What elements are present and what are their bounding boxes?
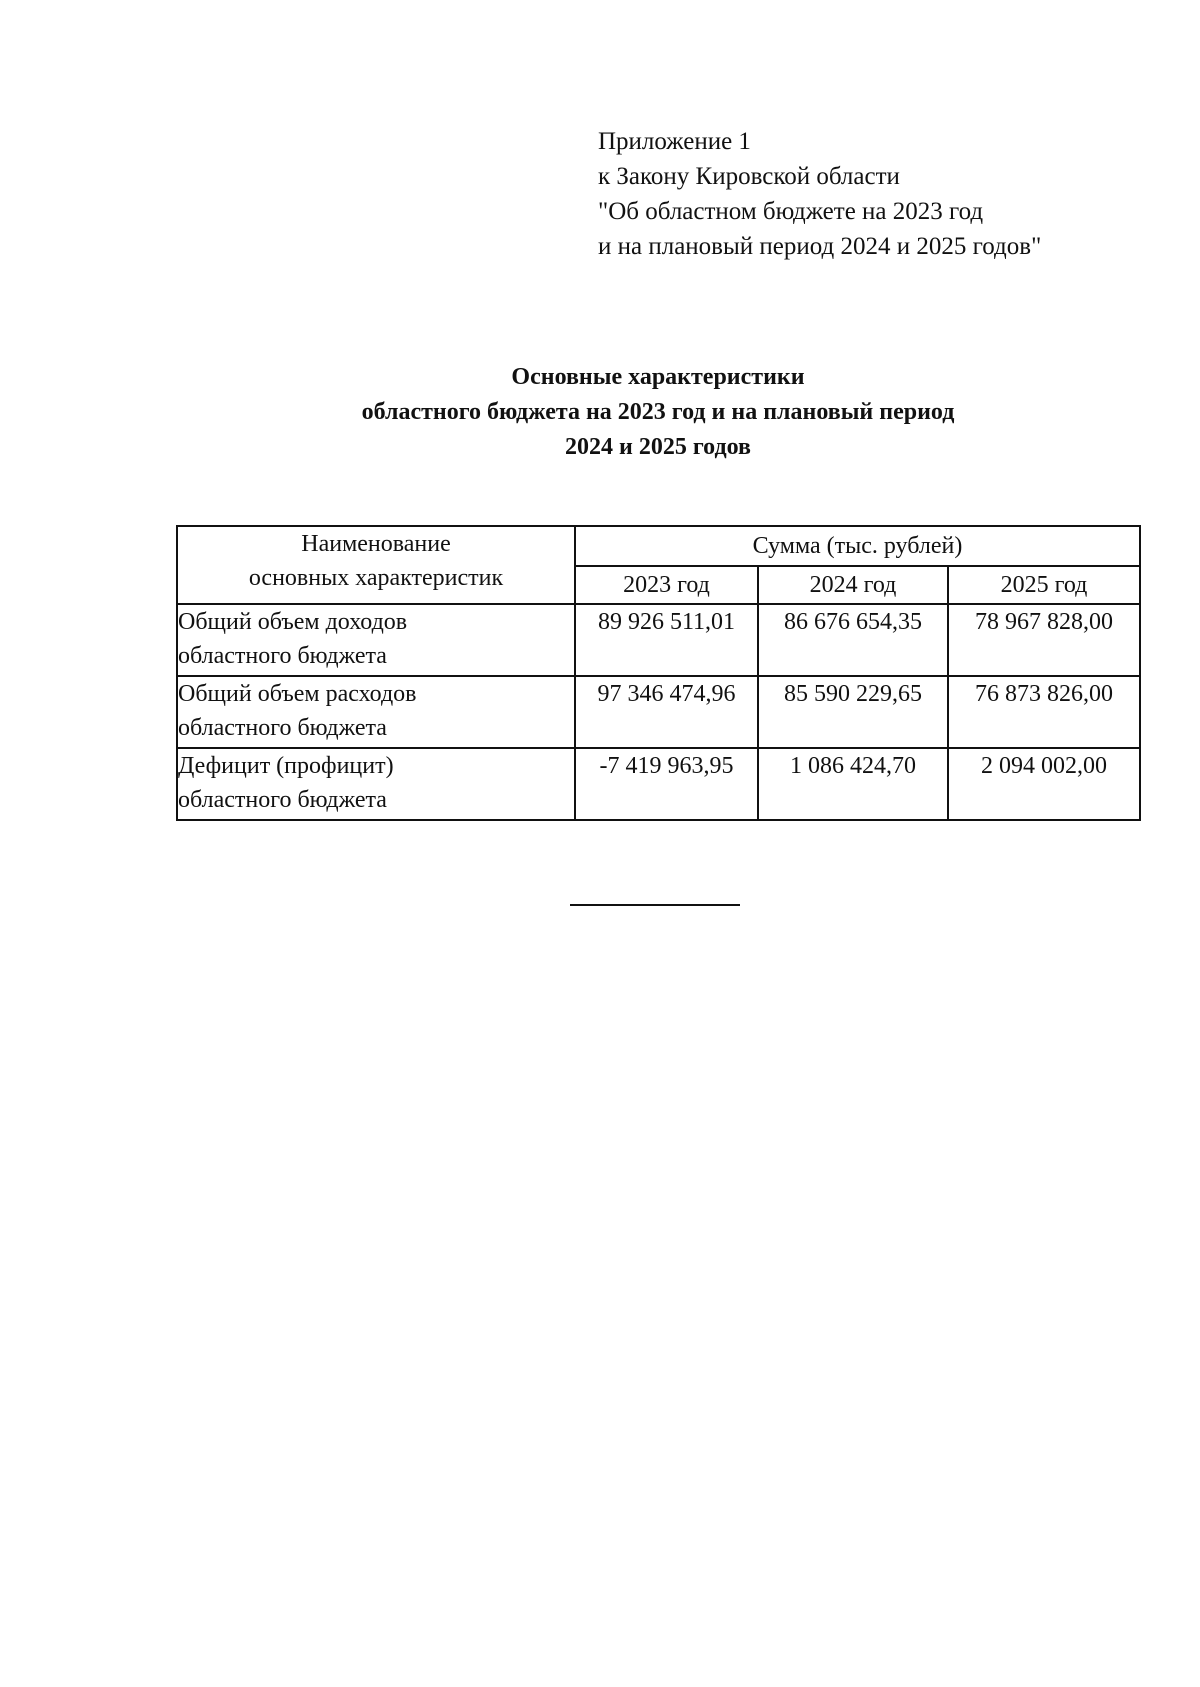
row-label-line: Дефицит (профицит) bbox=[178, 753, 394, 779]
value-cell: 86 676 654,35 bbox=[758, 604, 948, 676]
table-row bbox=[177, 748, 1140, 820]
sum-column-header: Сумма (тыс. рублей) bbox=[575, 526, 1140, 566]
value-cell: 1 086 424,70 bbox=[758, 748, 948, 820]
table-row bbox=[177, 676, 1140, 748]
table-row bbox=[177, 604, 1140, 676]
appendix-line: "Об областном бюджете на 2023 год bbox=[598, 198, 984, 225]
appendix-line: Приложение 1 bbox=[598, 128, 751, 155]
header-line: Наименование bbox=[301, 531, 451, 557]
row-label-line: областного бюджета bbox=[178, 787, 387, 813]
row-label bbox=[177, 676, 575, 748]
row-label-line: Общий объем расходов bbox=[178, 681, 417, 707]
table-header-row bbox=[177, 526, 1140, 566]
row-label-line: областного бюджета bbox=[178, 643, 387, 669]
value-cell: 2 094 002,00 bbox=[948, 748, 1140, 820]
year-header-2024: 2024 год bbox=[758, 566, 948, 604]
row-label-line: Общий объем доходов bbox=[178, 609, 408, 635]
year-header-2023: 2023 год bbox=[575, 566, 758, 604]
value-cell: -7 419 963,95 bbox=[575, 748, 758, 820]
value-cell: 89 926 511,01 bbox=[575, 604, 758, 676]
title-line: областного бюджета на 2023 год и на плановый период bbox=[361, 399, 955, 425]
value-cell: 78 967 828,00 bbox=[948, 604, 1140, 676]
year-header-2025: 2025 год bbox=[948, 566, 1140, 604]
value-cell: 97 346 474,96 bbox=[575, 676, 758, 748]
value-cell: 76 873 826,00 bbox=[948, 676, 1140, 748]
closing-divider bbox=[570, 904, 740, 906]
appendix-header bbox=[598, 124, 1041, 264]
header-line: основных характеристик bbox=[248, 565, 504, 591]
row-label-line: областного бюджета bbox=[178, 715, 387, 741]
name-column-header bbox=[177, 526, 575, 604]
appendix-line: и на плановый период 2024 и 2025 годов" bbox=[598, 233, 1042, 260]
document-title bbox=[0, 360, 1200, 465]
title-line: 2024 и 2025 годов bbox=[565, 434, 751, 460]
budget-table bbox=[176, 525, 1141, 821]
row-label bbox=[177, 748, 575, 820]
value-cell: 85 590 229,65 bbox=[758, 676, 948, 748]
title-line: Основные характеристики bbox=[511, 364, 805, 390]
row-label bbox=[177, 604, 575, 676]
appendix-line: к Закону Кировской области bbox=[598, 163, 900, 190]
